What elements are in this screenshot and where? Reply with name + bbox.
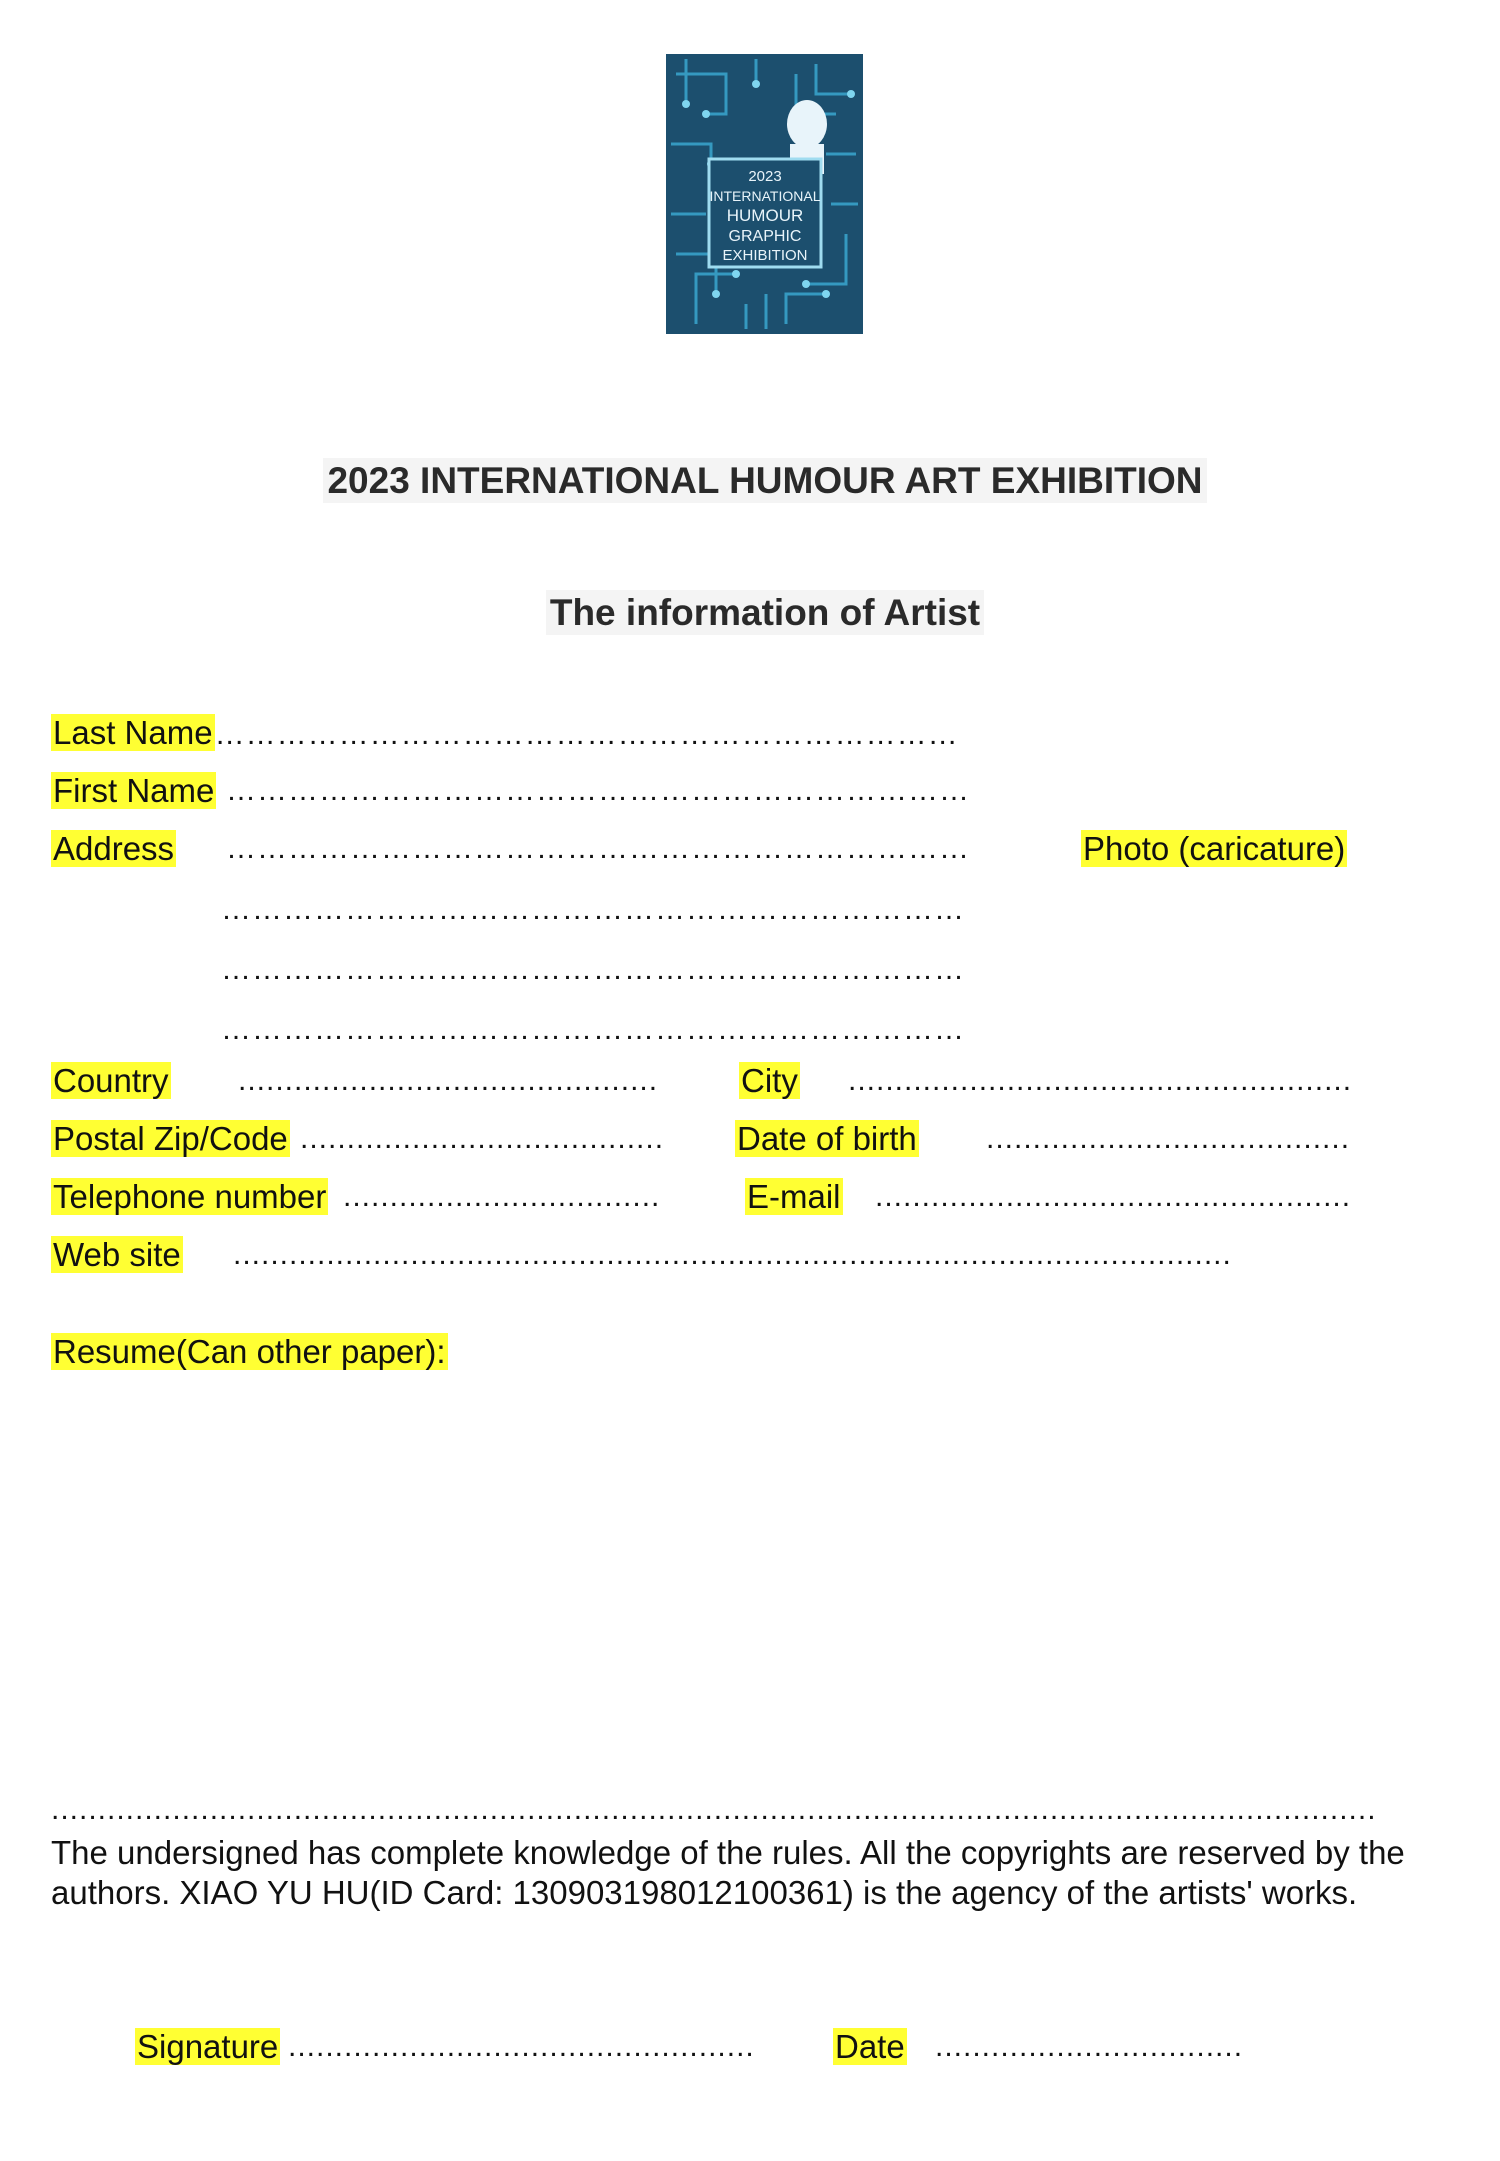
copyright-statement: The undersigned has complete knowledge of the rules. All the copyrights are reserved by the authors. XIAO YU HU(ID Card: 130903198012100361) is the agency of the artists' works. (51, 1834, 1405, 1911)
resume-bottom-line: .............................................................................................................................................. (51, 1793, 1377, 1826)
svg-text:HUMOUR: HUMOUR (726, 206, 804, 225)
svg-text:INTERNATIONAL: INTERNATIONAL (709, 188, 821, 204)
signature-label: Signature (137, 2028, 279, 2065)
page-subtitle (0, 592, 1500, 634)
postal-code-label: Postal Zip/Code (53, 1120, 288, 1157)
last-name-field[interactable]: ……………………………………………………………… (214, 718, 959, 751)
date-of-birth-field[interactable]: ....................................... (986, 1122, 1351, 1155)
address-label: Address (53, 830, 175, 867)
first-name-field[interactable]: ……………………………………………………………… (226, 774, 970, 807)
address-field-line-3[interactable]: ……………………………………………………………… (221, 953, 965, 986)
email-label-wrap (745, 1177, 843, 1217)
address-field-line-1[interactable]: ……………………………………………………………… (226, 832, 970, 865)
dob-label-wrap (735, 1119, 919, 1159)
city-label-wrap (739, 1061, 800, 1101)
first-name-row (51, 771, 216, 811)
date-field[interactable]: ................................. (935, 2030, 1244, 2063)
first-name-label: First Name (53, 772, 215, 809)
last-name-row (51, 713, 959, 755)
signature-label-wrap (135, 2027, 280, 2067)
postal-code-field[interactable]: ....................................... (300, 1122, 665, 1155)
website-label-wrap (51, 1235, 183, 1275)
country-label: Country (53, 1062, 169, 1099)
postal-label-wrap (51, 1119, 290, 1159)
resume-label: Resume(Can other paper): (53, 1333, 446, 1370)
date-of-birth-label: Date of birth (737, 1120, 917, 1157)
circuit-board-logo-icon (666, 54, 863, 334)
address-label-wrap (51, 829, 176, 869)
address-field-line-4[interactable]: ……………………………………………………………… (221, 1013, 965, 1046)
email-label: E-mail (747, 1178, 841, 1215)
website-label: Web site (53, 1236, 181, 1273)
city-field[interactable]: ...................................................... (848, 1064, 1353, 1097)
page-title-text: 2023 INTERNATIONAL HUMOUR ART EXHIBITION (323, 458, 1206, 503)
svg-text:GRAPHIC: GRAPHIC (728, 228, 802, 245)
photo-area[interactable] (1081, 829, 1347, 869)
exhibition-poster-logo (666, 54, 863, 334)
date-label-wrap (833, 2027, 907, 2067)
page-title (0, 460, 1500, 502)
telephone-field[interactable]: .................................. (343, 1180, 661, 1213)
city-label: City (741, 1062, 798, 1099)
svg-text:EXHIBITION: EXHIBITION (722, 247, 808, 264)
country-field[interactable]: ............................................. (238, 1064, 659, 1097)
country-label-wrap (51, 1061, 171, 1101)
page-subtitle-text: The information of Artist (546, 590, 984, 635)
photo-label: Photo (caricature) (1083, 830, 1346, 867)
email-field[interactable]: ................................................... (875, 1180, 1352, 1213)
resume-label-wrap (51, 1332, 448, 1372)
date-label: Date (835, 2028, 905, 2065)
signature-field[interactable]: .................................................. (288, 2030, 755, 2063)
telephone-label-wrap (51, 1177, 328, 1217)
website-field[interactable]: ........................................................................................................... (233, 1238, 1232, 1271)
svg-text:2023: 2023 (748, 168, 782, 185)
address-field-line-2[interactable]: ……………………………………………………………… (221, 893, 965, 926)
resume-area[interactable] (51, 1380, 1451, 1780)
last-name-label: Last Name (53, 714, 213, 751)
telephone-label: Telephone number (53, 1178, 327, 1215)
